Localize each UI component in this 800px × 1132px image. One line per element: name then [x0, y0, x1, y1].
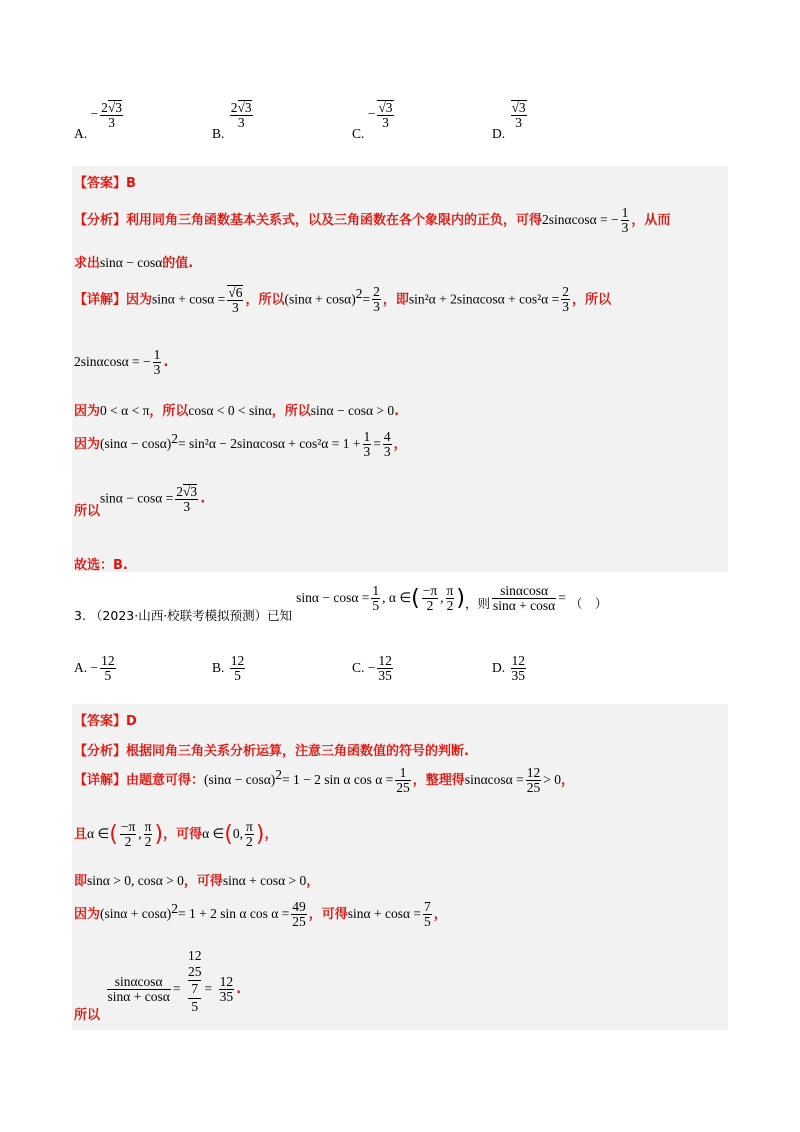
q3-detail: 【详解】由题意可得：$(\sin\alpha - \cos\alpha)^2= 1 - 2$ sin α cos α = $\frac{1}{25}$ ，整理得sinαcosα = $\frac{12}{25}$ > 0，	[74, 765, 574, 796]
q2-answer: 【答案】B	[74, 176, 136, 191]
q2-detail-line2: 2sinαcosα = − $\frac{1}{3}$ .	[74, 347, 169, 378]
q3-analysis: 【分析】根据同角三角关系分析运算，注意三角函数值的符号的判断.	[74, 744, 469, 759]
q3-detail-line2: 且α ∈( $\frac{-\pi}{2}$ , $\frac{\pi}{2}$ )，可得α ∈(0, $\frac{\pi}{2}$ )，	[74, 819, 278, 850]
q2-detail-line4: 因为$(\sin\alpha - \cos\alpha)^2= \sin^2\alpha - 2\sin\alpha\cos\alpha + \cos^2\alpha = 1$ + $\frac{1}{3}$ = $\frac{4}{3}$ ，	[74, 429, 407, 460]
q3-stem: 3. （2023·山西·校联考模拟预测）已知 sinα − cosα = $\frac{1}{5}$ , α ∈( $\frac{-\pi}{2}$ , $\frac{\pi}{2}$ )，则 $\frac{\sin\alpha\cos\alpha}{\sin\alpha + \cos\alpha}$ = （ ）	[74, 583, 608, 624]
q2-detail: 【详解】因为sinα + cosα = $\frac{√6}{3}$ ，所以$(\sin\alpha + \cos\alpha)^2=$ $\frac{2}{3}$ ，即sin²α + 2sinαcosα + cos²α = $\frac{2}{3}$ ，所以	[74, 284, 611, 315]
q2-option-d: D. $\frac{√3}{3}$	[492, 100, 526, 141]
q2-detail-line3: 因为0 < α < π，所以cosα < 0 < sinα，所以sinα − cosα > 0.	[74, 403, 400, 419]
q3-option-a: A. − $\frac{12}{5}$	[74, 653, 115, 684]
q2-option-a: A. − $\frac{2√3}{3}$	[74, 100, 123, 142]
q3-option-d: D. $\frac{12}{35}$	[492, 653, 525, 684]
q3-option-c: C. − $\frac{12}{35}$	[352, 653, 392, 684]
q3-answer: 【答案】D	[74, 714, 137, 729]
q3-detail-line4: 因为$(\sin\alpha + \cos\alpha)^2= 1 + 2$ sin α cos α = $\frac{49}{25}$ ，可得sinα + cosα = $\frac{7}{5}$ ，	[74, 899, 447, 930]
q3-option-b: B. $\frac{12}{5}$	[212, 653, 245, 684]
q3-detail-line3: 即sinα > 0, cosα > 0，可得sinα + cosα > 0，	[74, 873, 320, 889]
q2-option-c: C. − $\frac{√3}{3}$	[352, 100, 393, 141]
q2-option-b: B. $\frac{2√3}{3}$	[212, 100, 252, 142]
q2-detail-line5: 所以sinα − cosα = $\frac{2√3}{3}$ .	[74, 484, 206, 519]
q2-analysis: 【分析】利用同角三角函数基本关系式，以及三角函数在各个象限内的正负，可得2sinαcosα = − $\frac{1}{3}$ ，从而	[74, 205, 671, 236]
q2-choose: 故选：B.	[74, 558, 128, 573]
q2-analysis-line2: 求出sinα − cosα的值.	[74, 255, 194, 271]
q3-detail-line5: 所以 $\frac{\sin\alpha\cos\alpha}{\sin\alpha + \cos\alpha}$ = 12 25 7 5 = $\frac{12}{35}$ .	[74, 948, 242, 1023]
